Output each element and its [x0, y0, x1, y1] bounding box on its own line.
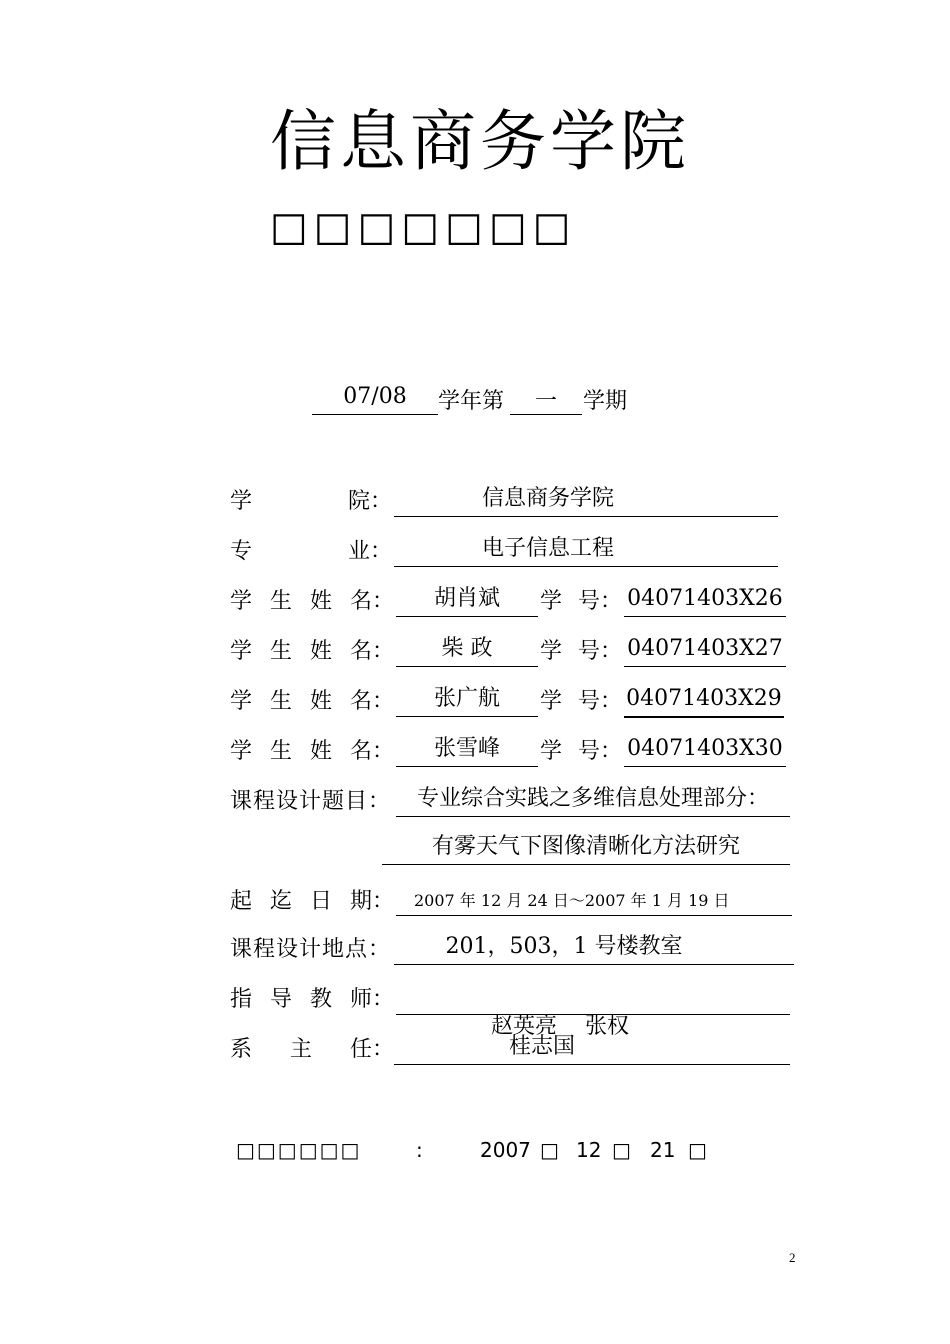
footer-day: 21	[650, 1138, 676, 1162]
student-name: 张雪峰	[396, 734, 538, 767]
label-char: 号：	[578, 739, 623, 764]
major-value-text: 电子信息工程	[481, 536, 614, 561]
label-char: 学	[540, 689, 563, 714]
semester-year: 07/08	[312, 384, 438, 415]
label-char: 生	[270, 639, 293, 664]
student-name: 张广航	[396, 684, 538, 717]
label-char: 学	[540, 739, 563, 764]
label-char: 姓	[310, 589, 333, 614]
label-char: 指	[230, 987, 253, 1012]
semester-text-2: 学期	[583, 389, 628, 414]
label-char: 学	[230, 589, 253, 614]
college-value	[394, 484, 778, 517]
label-char: 号：	[578, 589, 623, 614]
label-char: 日	[310, 889, 333, 914]
topic-line-2: 有雾天气下图像清晰化方法研究	[382, 832, 790, 865]
advisor-value-text: 赵英亮 张权	[491, 1014, 629, 1039]
major-label-b: 业：	[348, 539, 393, 564]
advisor-value	[396, 982, 790, 1039]
head-value-text: 桂志国	[508, 1034, 575, 1059]
location-label: 课程设计地点：	[230, 937, 392, 962]
label-char: 号：	[578, 689, 623, 714]
student-id: 04071403X29	[624, 684, 784, 718]
location-value	[394, 932, 794, 965]
label-char: 学	[540, 639, 563, 664]
student-id: 04071403X30	[624, 734, 786, 767]
label-char: 主	[290, 1037, 313, 1062]
page-title: 信息商务学院	[270, 103, 690, 180]
footer-box-month: □	[612, 1138, 631, 1162]
footer-colon: :	[416, 1138, 423, 1162]
major-label-a: 专	[230, 539, 253, 564]
college-label-b: 院：	[348, 489, 393, 514]
student-name: 胡肖斌	[396, 584, 538, 617]
label-char: 生	[270, 689, 293, 714]
label-char: 师：	[350, 987, 395, 1012]
label-char: 系	[230, 1037, 253, 1062]
label-char: 姓	[310, 639, 333, 664]
topic-line-1: 专业综合实践之多维信息处理部分：	[396, 784, 790, 817]
topic-label: 课程设计题目：	[230, 789, 392, 814]
location-value-text: 201，503，1 号楼教室	[445, 934, 683, 959]
major-value	[394, 534, 778, 567]
label-char: 姓	[310, 689, 333, 714]
semester-term: 一	[510, 384, 582, 415]
label-char: 起	[230, 889, 253, 914]
label-char: 名：	[350, 589, 395, 614]
label-char: 学	[230, 639, 253, 664]
label-char: 期：	[350, 889, 395, 914]
label-char: 号：	[578, 639, 623, 664]
semester-text-1: 学年第	[438, 389, 505, 414]
label-char: 生	[270, 589, 293, 614]
label-char: 姓	[310, 739, 333, 764]
college-value-text: 信息商务学院	[481, 486, 614, 511]
dates-value: 2007 年 12 月 24 日～2007 年 1 月 19 日	[396, 884, 792, 916]
page-subtitle: □□□□□□□	[270, 204, 577, 250]
label-char: 学	[230, 689, 253, 714]
college-label-a: 学	[230, 489, 253, 514]
footer-box-year: □	[540, 1138, 559, 1162]
label-char: 名：	[350, 739, 395, 764]
student-id: 04071403X27	[624, 634, 786, 667]
page-number: 2	[789, 1250, 796, 1265]
label-char: 迄	[270, 889, 293, 914]
head-value	[394, 1032, 790, 1065]
label-char: 导	[270, 987, 293, 1012]
student-id: 04071403X26	[624, 584, 786, 617]
label-char: 学	[540, 589, 563, 614]
footer-box-day: □	[688, 1138, 707, 1162]
label-char: 任：	[350, 1037, 395, 1062]
student-name: 柴 政	[396, 634, 538, 667]
label-char: 生	[270, 739, 293, 764]
footer-label: □□□□□□	[236, 1138, 362, 1162]
footer-month: 12	[576, 1138, 602, 1162]
label-char: 名：	[350, 639, 395, 664]
label-char: 教	[310, 987, 333, 1012]
label-char: 学	[230, 739, 253, 764]
label-char: 名：	[350, 689, 395, 714]
footer-year: 2007	[480, 1138, 531, 1162]
